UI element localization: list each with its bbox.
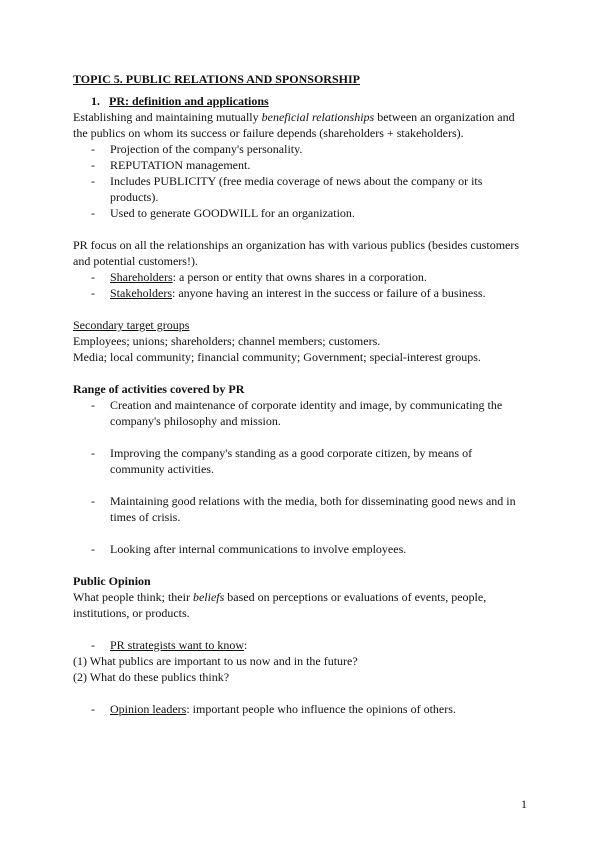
dash-bullet: -	[91, 542, 95, 556]
definition-text-start: Establishing and maintaining mutually	[73, 110, 262, 124]
pr-focus-paragraph: PR focus on all the relationships an organization has with various publics (besides customers and potential customers!).	[73, 238, 520, 268]
list-item	[73, 173, 528, 205]
section-heading-pr-definition	[91, 93, 528, 109]
dash-bullet: -	[91, 142, 95, 156]
list-item	[73, 285, 528, 301]
list-item-text: Looking after internal communications to involve employees.	[110, 542, 407, 556]
range-activities-list	[73, 397, 528, 557]
dash-bullet: -	[91, 638, 95, 652]
section-heading-text: PR: definition and applications	[109, 94, 269, 108]
range-activities-heading: Range of activities covered by PR	[73, 382, 245, 396]
list-item	[73, 269, 528, 285]
definitions-list	[73, 269, 528, 301]
page-content	[73, 71, 528, 717]
opinion-emphasis: beliefs	[192, 590, 225, 604]
list-item	[73, 445, 528, 477]
dash-bullet: -	[91, 286, 95, 300]
spacer	[73, 621, 528, 637]
list-item-text: Improving the company's standing as a good corporate citizen, by means of community activities.	[110, 446, 473, 476]
secondary-groups-line-1: Employees; unions; shareholders; channel members; customers.	[73, 334, 381, 348]
spacer	[73, 301, 528, 317]
dash-bullet: -	[91, 206, 95, 220]
list-item-text: Includes PUBLICITY (free media coverage of news about the company or its products).	[110, 174, 483, 204]
term-shareholders: Shareholders	[110, 270, 173, 284]
term-opinion-leaders: Opinion leaders	[110, 702, 187, 716]
pr-applications-list	[73, 141, 528, 221]
public-opinion-heading: Public Opinion	[73, 574, 151, 588]
dash-bullet: -	[91, 158, 95, 172]
opinion-leaders-list	[73, 701, 528, 717]
term-description: : anyone having an interest in the success or failure of a business.	[172, 286, 486, 300]
list-item-text: Maintaining good relations with the media, both for disseminating good news and in times of crisis.	[110, 494, 516, 524]
term-description: : important people who influence the opinions of others.	[186, 702, 456, 716]
opinion-text-end: based on perceptions or evaluations of events, people, institutions, or products.	[73, 590, 487, 620]
dash-bullet: -	[91, 270, 95, 284]
secondary-target-heading: Secondary target groups	[73, 318, 190, 332]
term-colon: :	[244, 638, 248, 652]
list-item-text: REPUTATION management.	[110, 158, 251, 172]
term-description: : a person or entity that owns shares in a corporation.	[172, 270, 427, 284]
secondary-groups-line-2: Media; local community; financial community; Government; special-interest groups.	[73, 350, 481, 364]
list-item-text: Projection of the company's personality.	[110, 142, 303, 156]
list-item	[73, 493, 528, 525]
spacer	[73, 685, 528, 701]
dash-bullet: -	[91, 446, 95, 460]
public-opinion-paragraph	[73, 589, 528, 621]
term-stakeholders: Stakeholders	[110, 286, 172, 300]
pr-definition-paragraph	[73, 109, 528, 141]
list-item	[73, 205, 528, 221]
list-item	[73, 541, 528, 557]
definition-emphasis: beneficial relationships	[261, 110, 375, 124]
question-1: (1) What publics are important to us now and in the future?	[73, 654, 358, 668]
term-pr-strategists: PR strategists want to know	[110, 638, 244, 652]
section-number: 1.	[91, 94, 100, 108]
opinion-text-start: What people think; their	[73, 590, 193, 604]
dash-bullet: -	[91, 398, 95, 412]
list-item-text: Used to generate GOODWILL for an organization.	[110, 206, 355, 220]
list-item	[73, 397, 528, 429]
dash-bullet: -	[91, 494, 95, 508]
list-item	[73, 157, 528, 173]
list-item-text: Creation and maintenance of corporate identity and image, by communicating the company's philosophy and mission.	[110, 398, 503, 428]
list-item	[73, 701, 528, 717]
spacer	[73, 221, 528, 237]
page-number: 1	[521, 797, 527, 811]
question-2: (2) What do these publics think?	[73, 670, 230, 684]
strategists-list	[73, 637, 528, 653]
list-item	[73, 637, 528, 653]
definition-text-end: between an organization and the publics on whom its success or failure depends (shareholders + stakeholders).	[73, 110, 515, 140]
dash-bullet: -	[91, 702, 95, 716]
spacer	[73, 365, 528, 381]
page-title: TOPIC 5. PUBLIC RELATIONS AND SPONSORSHIP	[73, 72, 360, 86]
dash-bullet: -	[91, 174, 95, 188]
list-item	[73, 141, 528, 157]
